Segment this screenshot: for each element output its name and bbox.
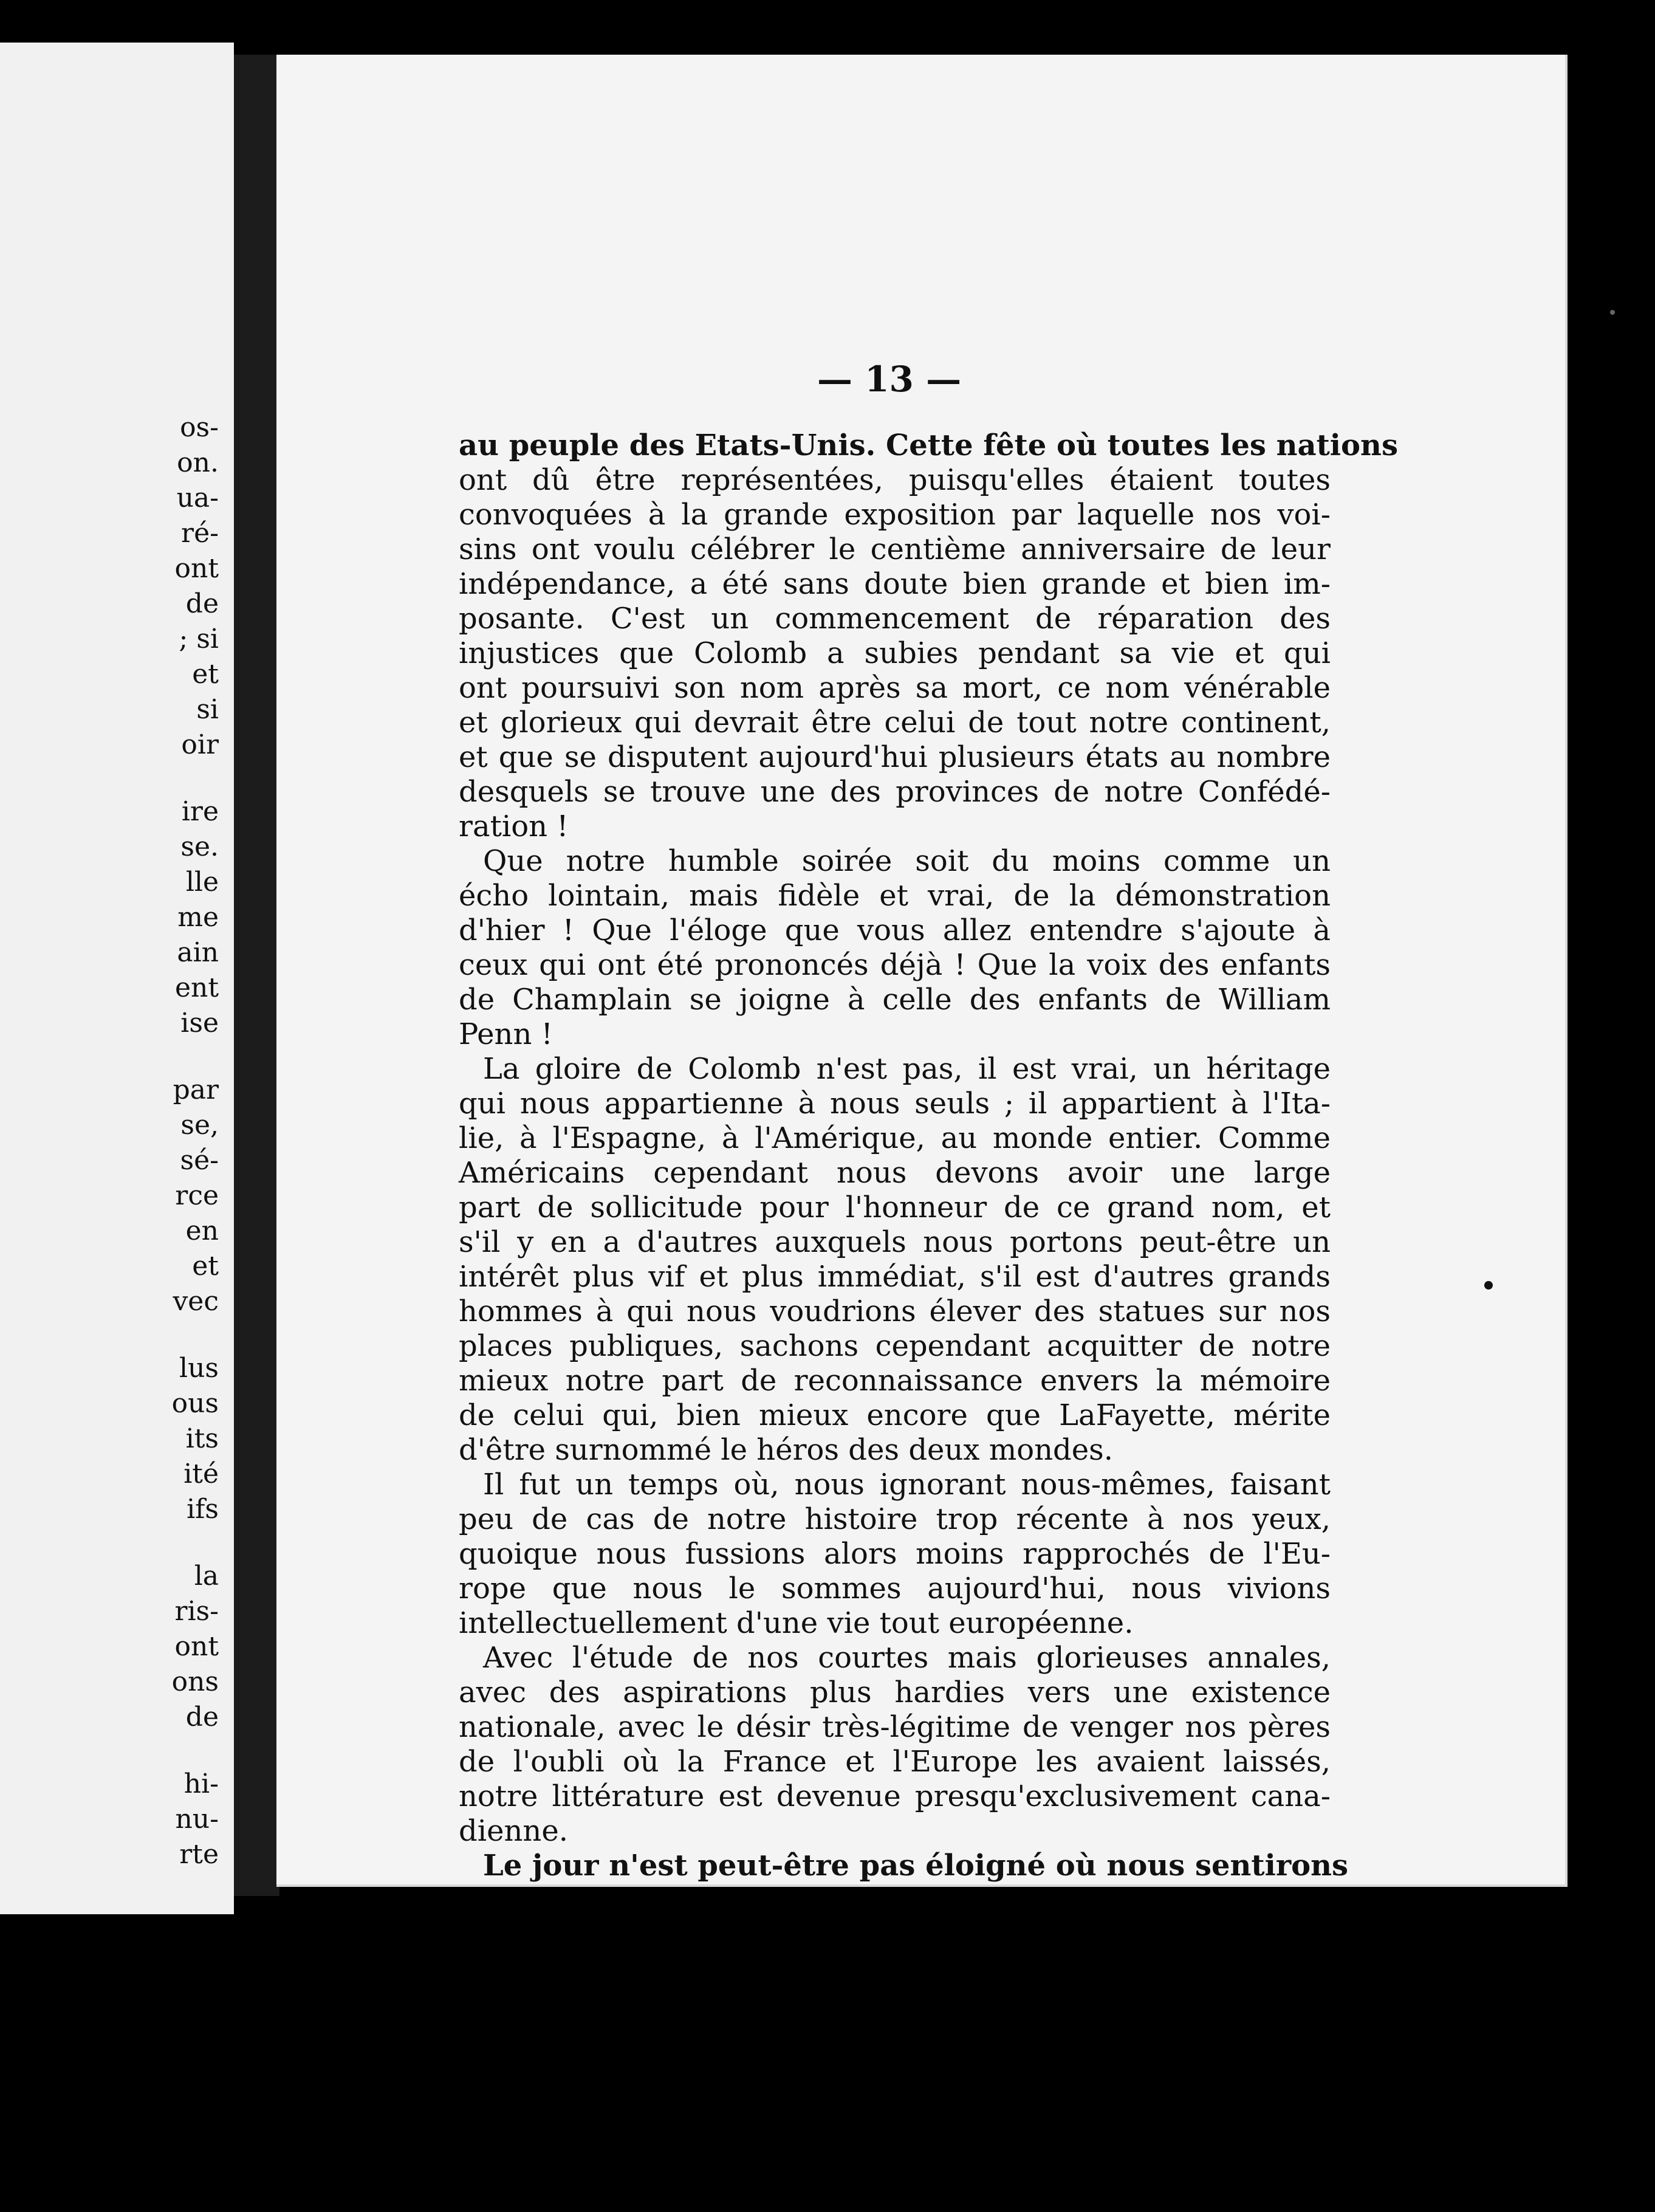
- text-line: intellectuellement d'une vie tout européenne.: [459, 1606, 1134, 1640]
- facing-page-fragment: ons: [171, 1666, 219, 1697]
- text-line: Américains cependant nous devons avoir une large: [459, 1156, 1331, 1190]
- facing-page-fragment: ré-: [181, 518, 219, 549]
- text-line: indépendance, a été sans doute bien grande et bien im-: [459, 567, 1331, 601]
- text-line: de Champlain se joigne à celle des enfants de William: [459, 983, 1331, 1017]
- facing-page-fragment: ont: [174, 1631, 219, 1662]
- facing-page-fragment: ité: [183, 1458, 219, 1489]
- facing-page-fragment: de: [185, 588, 219, 619]
- text-line: La gloire de Colomb n'est pas, il est vrai, un héritage: [483, 1052, 1331, 1086]
- text-line: Le jour n'est peut-être pas éloigné où nous sentirons: [483, 1849, 1349, 1883]
- text-line: ont poursuivi son nom après sa mort, ce nom vénérable: [459, 671, 1331, 705]
- text-line: ont dû être représentées, puisqu'elles étaient toutes: [459, 463, 1331, 497]
- facing-page-edge: [0, 43, 234, 1914]
- text-line: nationale, avec le désir très-légitime de venger nos pères: [459, 1710, 1331, 1744]
- text-line: hommes à qui nous voudrions élever des statues sur nos: [459, 1294, 1331, 1328]
- facing-page-fragment: its: [185, 1423, 219, 1454]
- facing-page-fragment: vec: [173, 1286, 219, 1317]
- book-gutter: [234, 55, 279, 1896]
- facing-page-fragment: ire: [181, 796, 219, 827]
- facing-page-fragment: sé-: [180, 1145, 219, 1176]
- facing-page-fragment: se,: [180, 1110, 219, 1141]
- facing-page-fragment: par: [173, 1074, 219, 1105]
- facing-page-fragment: se.: [180, 831, 219, 862]
- text-line: Penn !: [459, 1017, 553, 1051]
- text-line: notre littérature est devenue presqu'exclusivement cana-: [459, 1779, 1331, 1813]
- facing-page-fragment: oir: [181, 729, 219, 760]
- text-line: part de sollicitude pour l'honneur de ce grand nom, et: [459, 1190, 1331, 1224]
- facing-page-fragment: et: [192, 659, 219, 690]
- text-line: quoique nous fussions alors moins rapprochés de l'Eu-: [459, 1537, 1331, 1571]
- text-line: rope que nous le sommes aujourd'hui, nous vivions: [459, 1571, 1331, 1606]
- facing-page-fragment: on.: [177, 447, 219, 478]
- facing-page-fragment: me: [177, 902, 219, 933]
- facing-page-fragment: si: [196, 694, 219, 725]
- facing-page-fragment: ; si: [179, 623, 219, 654]
- facing-page-fragment: ain: [177, 937, 219, 968]
- text-line: convoquées à la grande exposition par laquelle nos voi-: [459, 498, 1331, 532]
- text-line: ration !: [459, 809, 569, 843]
- facing-page-fragment: et: [192, 1251, 219, 1282]
- text-line: avec des aspirations plus hardies vers une existence: [459, 1675, 1331, 1709]
- text-line: écho lointain, mais fidèle et vrai, de la démonstration: [459, 879, 1331, 913]
- text-line: lie, à l'Espagne, à l'Amérique, au monde entier. Comme: [459, 1121, 1331, 1155]
- facing-page-fragment: hi-: [183, 1768, 219, 1799]
- text-line: Il fut un temps où, nous ignorant nous-mêmes, faisant: [483, 1468, 1331, 1502]
- text-line: s'il y en a d'autres auxquels nous portons peut-être un: [459, 1225, 1331, 1259]
- scan-speck: [1484, 1281, 1493, 1290]
- text-line: d'hier ! Que l'éloge que vous allez entendre s'ajoute à: [459, 913, 1331, 947]
- text-line: ceux qui ont été prononcés déjà ! Que la voix des enfants: [459, 948, 1331, 982]
- text-line: injustices que Colomb a subies pendant sa vie et qui: [459, 636, 1331, 670]
- text-line: d'être surnommé le héros des deux mondes.: [459, 1433, 1114, 1467]
- facing-page-fragment: os-: [180, 412, 219, 443]
- facing-page-fragment: ent: [174, 972, 219, 1003]
- text-line: peu de cas de notre histoire trop récente à nos yeux,: [459, 1502, 1331, 1536]
- text-line: et glorieux qui devrait être celui de tout notre continent,: [459, 706, 1331, 740]
- text-line: qui nous appartienne à nous seuls ; il appartient à l'Ita-: [459, 1087, 1331, 1121]
- facing-page-fragment: en: [185, 1215, 219, 1246]
- facing-page-fragment: ont: [174, 553, 219, 584]
- text-line: sins ont voulu célébrer le centième anniversaire de leur: [459, 532, 1331, 566]
- facing-page-fragment: lle: [185, 867, 219, 898]
- text-line: posante. C'est un commencement de réparation des: [459, 602, 1331, 636]
- text-line: et que se disputent aujourd'hui plusieurs états au nombre: [459, 740, 1331, 774]
- scan-speck: [1610, 310, 1615, 315]
- text-line: desquels se trouve une des provinces de notre Confédé-: [459, 775, 1331, 809]
- facing-page-fragment: ifs: [187, 1494, 219, 1525]
- facing-page-fragment: nu-: [175, 1804, 219, 1835]
- text-line: intérêt plus vif et plus immédiat, s'il est d'autres grands: [459, 1260, 1331, 1294]
- facing-page-fragment: ua-: [176, 483, 219, 514]
- text-line: mieux notre part de reconnaissance envers la mémoire: [459, 1364, 1331, 1398]
- text-line: dienne.: [459, 1814, 568, 1848]
- text-line: Que notre humble soirée soit du moins comme un: [483, 844, 1331, 878]
- facing-page-fragment: rce: [175, 1180, 219, 1211]
- text-line: Avec l'étude de nos courtes mais glorieuses annales,: [483, 1641, 1331, 1675]
- page-body: [459, 428, 1589, 1883]
- text-line: de l'oubli où la France et l'Europe les avaient laissés,: [459, 1745, 1331, 1779]
- text-line: de celui qui, bien mieux encore que LaFayette, mérite: [459, 1398, 1331, 1432]
- facing-page-fragment: rte: [179, 1839, 219, 1870]
- text-line: places publiques, sachons cependant acquitter de notre: [459, 1329, 1331, 1363]
- page-number: — 13 —: [817, 359, 962, 400]
- text-line: au peuple des Etats-Unis. Cette fête où toutes les nations: [459, 428, 1398, 462]
- facing-page-fragment: lus: [179, 1353, 219, 1384]
- facing-page-fragment: la: [194, 1561, 219, 1592]
- facing-page-fragment: ris-: [174, 1596, 219, 1627]
- facing-page-fragment: de: [185, 1702, 219, 1733]
- facing-page-fragment: ous: [171, 1388, 219, 1419]
- facing-page-fragment: ise: [180, 1008, 219, 1039]
- book-page: [276, 55, 1568, 1887]
